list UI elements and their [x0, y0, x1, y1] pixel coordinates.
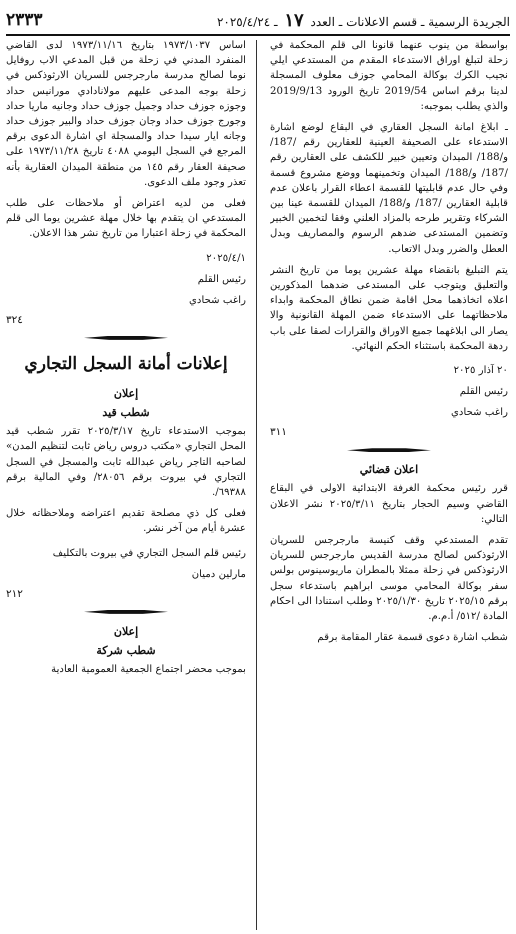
signature-name: راغب شحادي [188, 294, 246, 306]
reference-number: ٣١١ [270, 426, 287, 439]
right-column [270, 38, 508, 930]
paragraph: شطب اشارة دعوى قسمة عقار المقامة برقم [317, 632, 508, 644]
section-title: إعلانات أمانة السجل التجاري [24, 353, 228, 374]
signature-role: رئيس القلم [459, 386, 508, 398]
notice-label: إعلان [113, 386, 139, 400]
paragraph: تقدم المستدعي وقف كنيسة مارجرجس للسريان الارثوذكس لصالح مدرسة القديس مارجرجس للسريان الارثوذكس في زحلة ممثلا بالمطران ماريوسينوس بولس سفر بوكالة المحامي موسى ابراهيم باستدعاء سجل برقم ٢٠٢٥/١٥ تاريخ ٢٠٢٥/١/٣٠ وطلب استنادا الى احكام المادة /٥١٢/ أ.م.م. [270, 535, 508, 623]
signature-date: ٢٠٢٥/٤/١ [206, 252, 246, 264]
paragraph: بواسطة من ينوب عنهما قانونا الى قلم المحكمة في زحلة لتبلغ اوراق الاستدعاء المقدم من المستدعي ايلي نجيب الكرك بوكالة المحامي جوزف معلوف المسجلة لدينا برقم اساس 2019/54 تاريخ الورود 2019/9/13 والذي يطلب بموجبه: [270, 40, 508, 112]
ornament-divider [84, 332, 168, 344]
left-column [6, 38, 246, 930]
ornament-divider [347, 444, 431, 456]
signature-role: رئيس قلم السجل التجاري في بيروت بالتكليف [52, 547, 246, 559]
notice-subtitle: شطب قيد [102, 406, 150, 420]
signature-date: ٢٠ آذار ٢٠٢٥ [453, 365, 508, 377]
paragraph: ـ ابلاغ امانة السجل العقاري في البقاع لوضع اشارة الاستدعاء على الصحيفة العينية للعقارين رقم /187/ و/188/ الميدان وتعيين خبير للكشف على العقارين رقم /187/ و/188/ الميدان وتخمينهما ووضع مشروع قسمة وفي حال عدم قابليتها للقسمة اعطاء القرار باعلان عدم قابلية العقارين /187/ و/188/ الميدان للقسمة عينا بين الشركاء وتقرير طرحه بالمزاد العلني وفقا لتخمين الخبير وتضمين المستدعى ضدهم الرسوم والمصاريف وبدل العطل والضرر وبدل الاتعاب. [270, 122, 508, 255]
signature-name: راغب شحادي [450, 407, 508, 419]
signature-block [6, 543, 246, 585]
gazette-title [217, 10, 510, 31]
page-header [6, 8, 510, 36]
reference-number: ٣٢٤ [6, 313, 23, 326]
gazette-title-text: الجريدة الرسمية ـ قسم الاعلانات ـ العدد [310, 14, 510, 29]
column-divider [256, 40, 257, 930]
notice-label: إعلان [113, 624, 139, 638]
issue-date: ـ ٢٠٢٥/٤/٢٤ [216, 14, 278, 29]
paragraph: فعلى كل ذي مصلحة تقديم اعتراضه وملاحظاته خلال عشرة أيام من آخر نشر. [6, 508, 246, 535]
reference-number: ٢١٢ [6, 587, 23, 600]
signature-role: رئيس القلم [197, 273, 246, 285]
paragraph: يتم التبليغ بانقضاء مهلة عشرين يوما من تاريخ النشر والتعليق ويتوجب على المستدعى ضدهما المذكورين اعلاه اتخاذهما محل اقامة ضمن نطاق المحكمة وابداء ملاحظاتهما على الاستدعاء ضمن المهلة القانونية والا يصار الى ابلاغهما جميع الاوراق والقرارات لصقا على باب ردهة المحكمة باستثناء الحكم النهائي. [270, 264, 508, 352]
notice-title: اعلان قضائي [359, 463, 419, 477]
paragraph: فعلى من لديه اعتراض أو ملاحظات على طلب المستدعي ان يتقدم بها خلال مهلة عشرين يوما الى قلم المحكمة في زحلة اعتبارا من تاريخ نشر هذا الاعلان. [6, 198, 246, 240]
paragraph: اساس ١٩٧٣/١٠٣٧ بتاريخ ١٩٧٣/١١/١٦ لدى القاضي المنفرد المدني في زحلة من قبل المدعي الاب روفايل نوما لصالح مدرسة مارجرجس للسريان الارثوذكس في زحلة بوجه المدعى عليهم مولانادادي مورانيس حداد وجوزه جوزف حداد وجميل جوزف حداد وجانيه ماريا حداد وجورج جوزف حداد وجان جوزف حداد والبير جوزف حداد وجانه ايار سيدا حداد والمسجلة اي اشارة الدعوى برقم المرجع في السجل اليومي ٤٠٨٨ تاريخ ١٩٧٣/١١/٢٨ على صحيفة العقار رقم ١٤٥ من منطقة الميدان العقارية بأنه تعذر وجود ملف الدعوى. [6, 40, 246, 188]
signature-name: مارلين دميان [191, 568, 246, 580]
notice-subtitle: شطب شركة [96, 644, 156, 658]
paragraph: قرر رئيس محكمة الغرفة الابتدائية الاولى في البقاع القاضي وسيم الحجار بتاريخ ٢٠٢٥/٣/١١ نشر الاعلان التالي: [270, 483, 508, 525]
signature-block [270, 360, 508, 423]
paragraph: بموجب محضر اجتماع الجمعية العمومية العادية [51, 664, 246, 676]
issue-number: ١٧ [284, 9, 304, 31]
paragraph: بموجب الاستدعاء تاريخ ٢٠٢٥/٣/١٧ تقرر شطب قيد المحل التجاري «مكتب دروس رياض ثابت لتنظيم المدن» لصاحبه التاجر رياض عبدالله ثابت والمسجل في السجل التجاري في بيروت برقم ٢٨٠٥٦/ وفي المالية برقم ٦٩٣٨٨/. [6, 426, 246, 499]
page-number: ٢٣٣٣ [6, 10, 43, 30]
ornament-divider [84, 606, 168, 618]
signature-block [6, 248, 246, 311]
